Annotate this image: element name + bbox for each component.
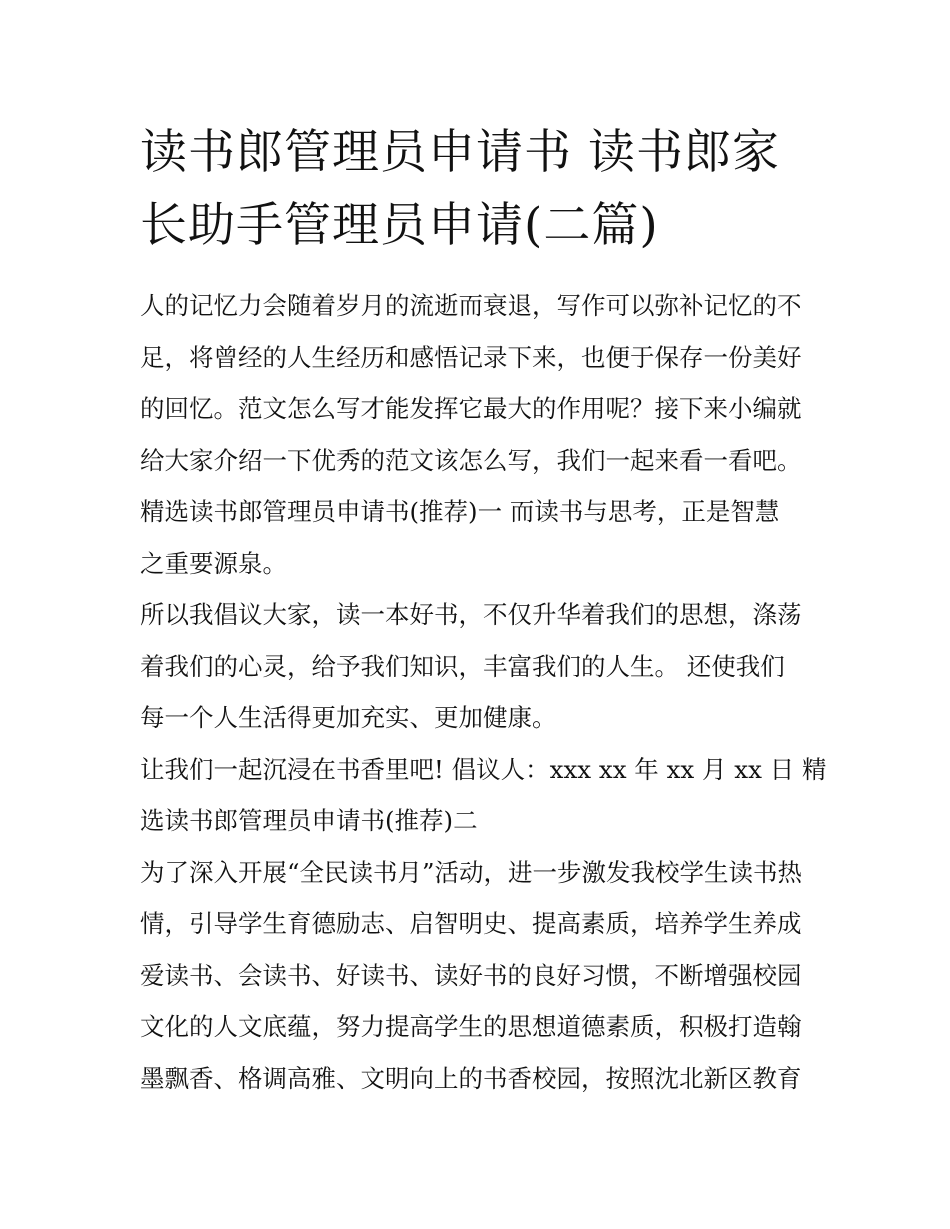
paragraph-line: 人的记忆力会随着岁月的流逝而衰退，写作可以弥补记忆的不: [140, 291, 802, 320]
paragraph-line: 文化的人文底蕴，努力提高学生的思想道德素质，积极打造翰: [140, 1012, 802, 1041]
paragraph-line: 情，引导学生育德励志、启智明史、提高素质，培养学生养成: [140, 909, 802, 938]
paragraph-line: 着我们的心灵，给予我们知识，丰富我们的人生。 还使我们: [140, 651, 785, 681]
paragraph-line: 足，将曾经的人生经历和感悟记录下来，也便于保存一份美好: [140, 342, 802, 372]
paragraph-line: 爱读书、会读书、好读书、读好书的良好习惯，不断增强校园: [140, 960, 802, 990]
paragraph-line: 所以我倡议大家，读一本好书，不仅升华着我们的思想，涤荡: [140, 600, 802, 629]
paragraph-line: 让我们一起沉浸在书香里吧! 倡议人：xxx xx 年 xx 月 xx 日 精: [140, 754, 827, 784]
paragraph-line: 每一个人生活得更加充实、更加健康。: [140, 703, 557, 732]
document-body: [140, 280, 830, 1104]
paragraph-line: 墨飘香、格调高雅、文明向上的书香校园，按照沈北新区教育: [140, 1063, 802, 1093]
paragraph-line: 给大家介绍一下优秀的范文该怎么写，我们一起来看一看吧。: [140, 445, 802, 475]
paragraph-line: 之重要源泉。: [140, 548, 287, 578]
paragraph-line: 为了深入开展“全民读书月”活动，进一步激发我校学生读书热: [140, 857, 803, 887]
document-title: [140, 116, 820, 262]
title-line: 读书郎管理员申请书 读书郎家: [140, 125, 780, 180]
title-line: 长助手管理员申请(二篇): [140, 198, 659, 253]
paragraph-line: 的回忆。范文怎么写才能发挥它最大的作用呢？接下来小编就: [140, 394, 802, 423]
paragraph-line: 精选读书郎管理员申请书(推荐)一 而读书与思考，正是智慧: [140, 497, 780, 526]
paragraph-line: 选读书郎管理员申请书(推荐)二: [140, 806, 478, 835]
